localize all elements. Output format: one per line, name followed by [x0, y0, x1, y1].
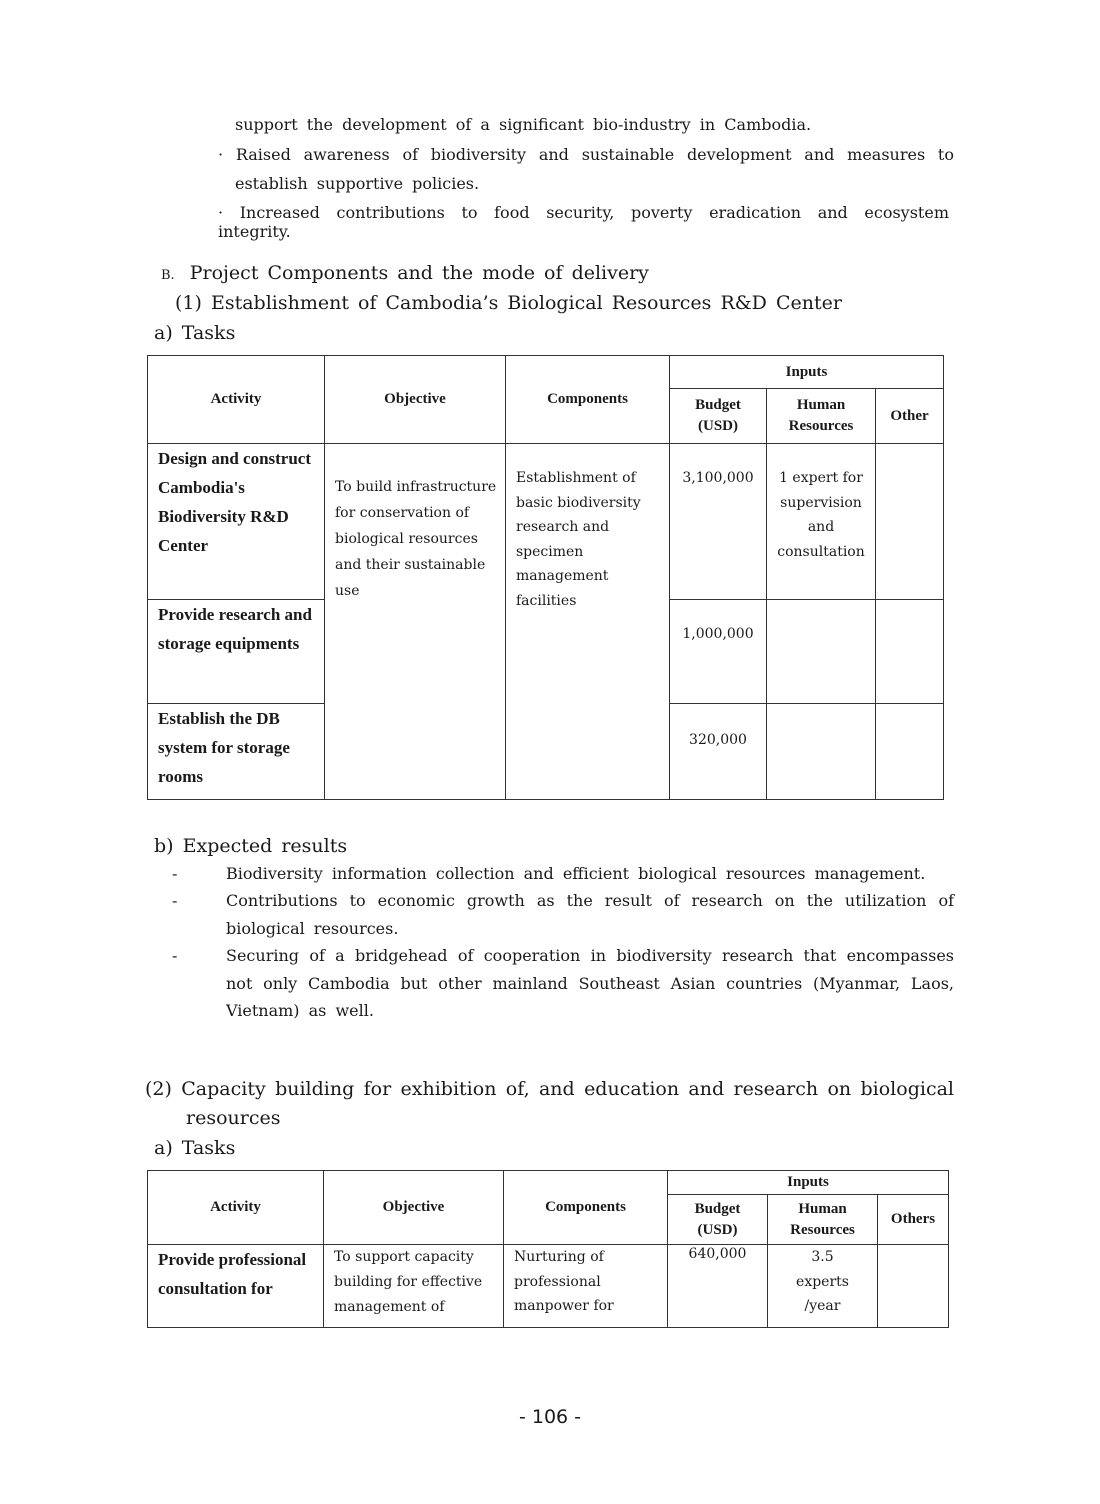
list-dash: -: [172, 946, 178, 965]
bullet-line: · Raised awareness of biodiversity and sustainable development and measures to: [218, 145, 954, 164]
activity-cell: Provide research and storage equipments: [148, 600, 325, 704]
others-cell: [876, 444, 944, 600]
header-human-resources: Human Resources: [767, 389, 876, 444]
human-resources-cell: [767, 704, 876, 800]
others-cell: [876, 600, 944, 704]
tasks-table-1: [147, 355, 944, 800]
budget-cell: 3,100,000: [670, 444, 767, 600]
human-resources-cell: 3.5 experts /year: [768, 1245, 878, 1328]
header-components: Components: [506, 356, 670, 444]
list-item-line: Biodiversity information collection and efficient biological resources management.: [226, 864, 926, 883]
header-activity: Activity: [148, 1171, 324, 1245]
list-item-line: biological resources.: [226, 919, 399, 938]
bullet-line: · Increased contributions to food security, poverty eradication and ecosystem integrity.: [218, 203, 949, 241]
human-resources-cell: 1 expert for supervision and consultation: [767, 444, 876, 600]
objective-cell: To build infrastructure for conservation of biological resources and their sustainable use: [325, 444, 506, 800]
bullet-continuation: establish supportive policies.: [235, 174, 480, 193]
list-item-line: not only Cambodia but other mainland Southeast Asian countries (Myanmar, Laos,: [226, 974, 954, 993]
list-item-line: Securing of a bridgehead of cooperation in biodiversity research that encompasses: [226, 946, 954, 965]
header-budget: Budget (USD): [670, 389, 767, 444]
header-objective: Objective: [324, 1171, 504, 1245]
page-number: - 106 -: [518, 1406, 582, 1428]
budget-cell: 1,000,000: [670, 600, 767, 704]
components-cell: Nurturing of professional manpower for: [504, 1245, 668, 1328]
budget-cell: 640,000: [668, 1245, 768, 1328]
list-dash: -: [172, 864, 178, 883]
activity-cell: Establish the DB system for storage rooms: [148, 704, 325, 800]
header-inputs: Inputs: [670, 356, 944, 389]
subsection-title: (1) Establishment of Cambodia’s Biological Resources R&D Center: [175, 292, 842, 314]
header-budget: Budget (USD): [668, 1195, 768, 1245]
list-item-line: Contributions to economic growth as the result of research on the utilization of: [226, 891, 954, 910]
human-resources-cell: [767, 600, 876, 704]
body-line: support the development of a significant bio-industry in Cambodia.: [235, 115, 812, 134]
header-objective: Objective: [325, 356, 506, 444]
header-others: Other: [876, 389, 944, 444]
tasks-label: a) Tasks: [154, 322, 236, 344]
subsection-title: (2) Capacity building for exhibition of, and education and research on biological: [145, 1078, 954, 1100]
subsection-title-continuation: resources: [186, 1107, 281, 1129]
others-cell: [878, 1245, 949, 1328]
header-components: Components: [504, 1171, 668, 1245]
section-heading: [161, 262, 649, 284]
section-title: Project Components and the mode of delivery: [189, 262, 649, 284]
header-others: Others: [878, 1195, 949, 1245]
header-human-resources: Human Resources: [768, 1195, 878, 1245]
list-item-line: Vietnam) as well.: [226, 1001, 374, 1020]
activity-cell: Design and construct Cambodia's Biodiversity R&D Center: [148, 444, 325, 600]
header-inputs: Inputs: [668, 1171, 949, 1195]
header-activity: Activity: [148, 356, 325, 444]
others-cell: [876, 704, 944, 800]
tasks-table-2: [147, 1170, 949, 1328]
objective-cell: To support capacity building for effective management of: [324, 1245, 504, 1328]
components-cell: Establishment of basic biodiversity research and specimen management facilities: [506, 444, 670, 800]
list-dash: -: [172, 891, 178, 910]
budget-cell: 320,000: [670, 704, 767, 800]
section-letter: B.: [161, 268, 175, 283]
expected-results-label: b) Expected results: [154, 835, 348, 857]
activity-cell: Provide professional consultation for: [148, 1245, 324, 1328]
tasks-label: a) Tasks: [154, 1137, 236, 1159]
